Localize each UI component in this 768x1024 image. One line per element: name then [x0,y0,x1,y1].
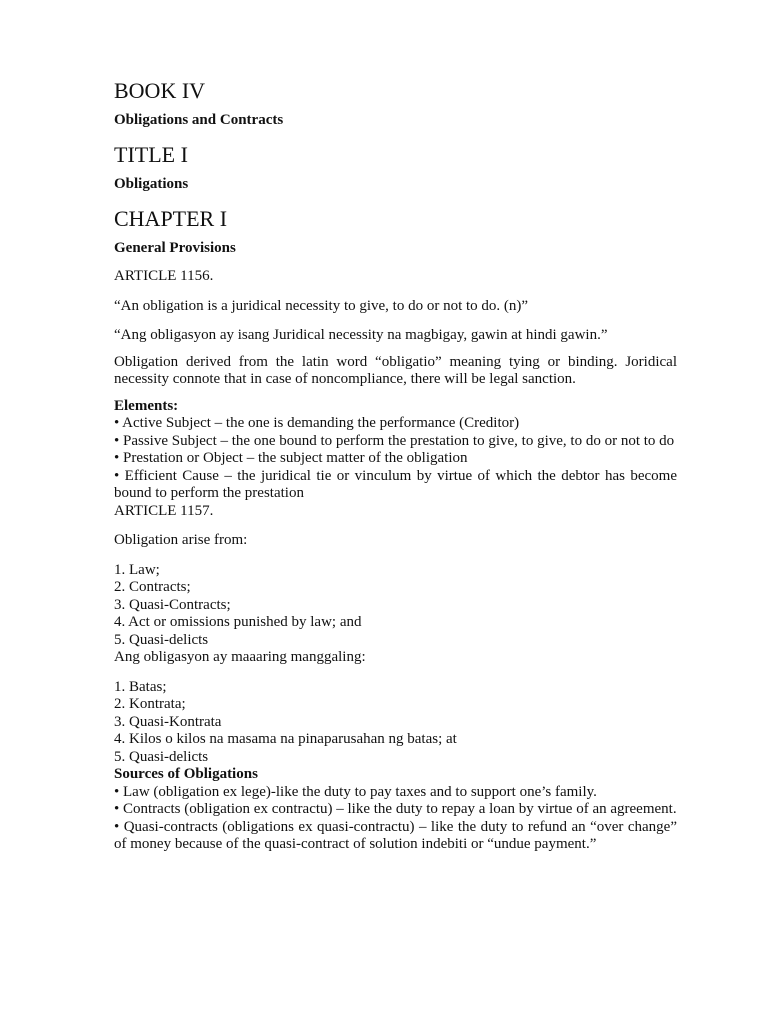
article-1157-intro-fil: Ang obligasyon ay maaaring manggaling: [114,649,366,665]
article-1156-explanation: Obligation derived from the latin word “obligatio” meaning tying or binding. Joridical necessity connote that in case of noncompliance, there will be legal sanction. [114,353,677,387]
document-page [114,76,677,862]
book-subheading: Obligations and Contracts [114,112,284,128]
article-1156-label: ARTICLE 1156. [114,268,214,284]
elements-heading: Elements: [114,397,179,414]
list-item: 5. Quasi-delicts [114,631,209,648]
elements-section [114,398,677,503]
list-item: 2. Kontrata; [114,696,186,712]
sources-heading: Sources of Obligations [114,766,258,782]
list-item: 4. Kilos o kilos na masama na pinaparusahan ng batas; at [114,731,457,747]
element-item: • Prestation or Object – the subject matter of the obligation [114,450,468,466]
list-item: 1. Batas; [114,678,167,695]
article-1156-quote-en: “An obligation is a juridical necessity to give, to do or not to do. (n)” [114,297,529,314]
title-subheading: Obligations [114,176,189,192]
article-1157-intro-en: Obligation arise from: [114,532,248,548]
source-detail-item: • Quasi-contracts (obligations ex quasi-contractu) – like the duty to refund an “over change” of money because of the quasi-contract of solution indebiti or “undue payment.” [114,818,677,852]
list-item: 5. Quasi-delicts [114,748,209,765]
source-detail-item: • Contracts (obligation ex contractu) – like the duty to repay a loan by virtue of an agreement. [114,801,677,817]
chapter-subheading: General Provisions [114,240,236,256]
element-item: • Passive Subject – the one bound to perform the prestation to give, to give, to do or not to do [114,432,675,449]
list-item: 3. Quasi-Contracts; [114,596,231,613]
sources-list-fil [114,679,677,767]
title-heading: TITLE I [114,142,188,167]
source-detail-item: • Law (obligation ex lege)-like the duty to pay taxes and to support one’s family. [114,783,597,800]
chapter-heading: CHAPTER I [114,206,228,231]
element-item: • Efficient Cause – the juridical tie or vinculum by virtue of which the debtor has become bound to perform the prestation [114,467,677,501]
element-item: • Active Subject – the one is demanding the performance (Creditor) [114,415,520,431]
article-1156-quote-fil: “Ang obligasyon ay isang Juridical necessity na magbigay, gawin at hindi gawin.” [114,327,608,343]
book-heading: BOOK IV [114,78,206,103]
list-item: 1. Law; [114,561,160,578]
sources-of-obligations-section [114,766,677,854]
sources-list-en [114,562,677,650]
list-item: 4. Act or omissions punished by law; and [114,614,362,630]
list-item: 2. Contracts; [114,579,191,595]
list-item: 3. Quasi-Kontrata [114,713,222,730]
article-1157-label: ARTICLE 1157. [114,502,214,519]
